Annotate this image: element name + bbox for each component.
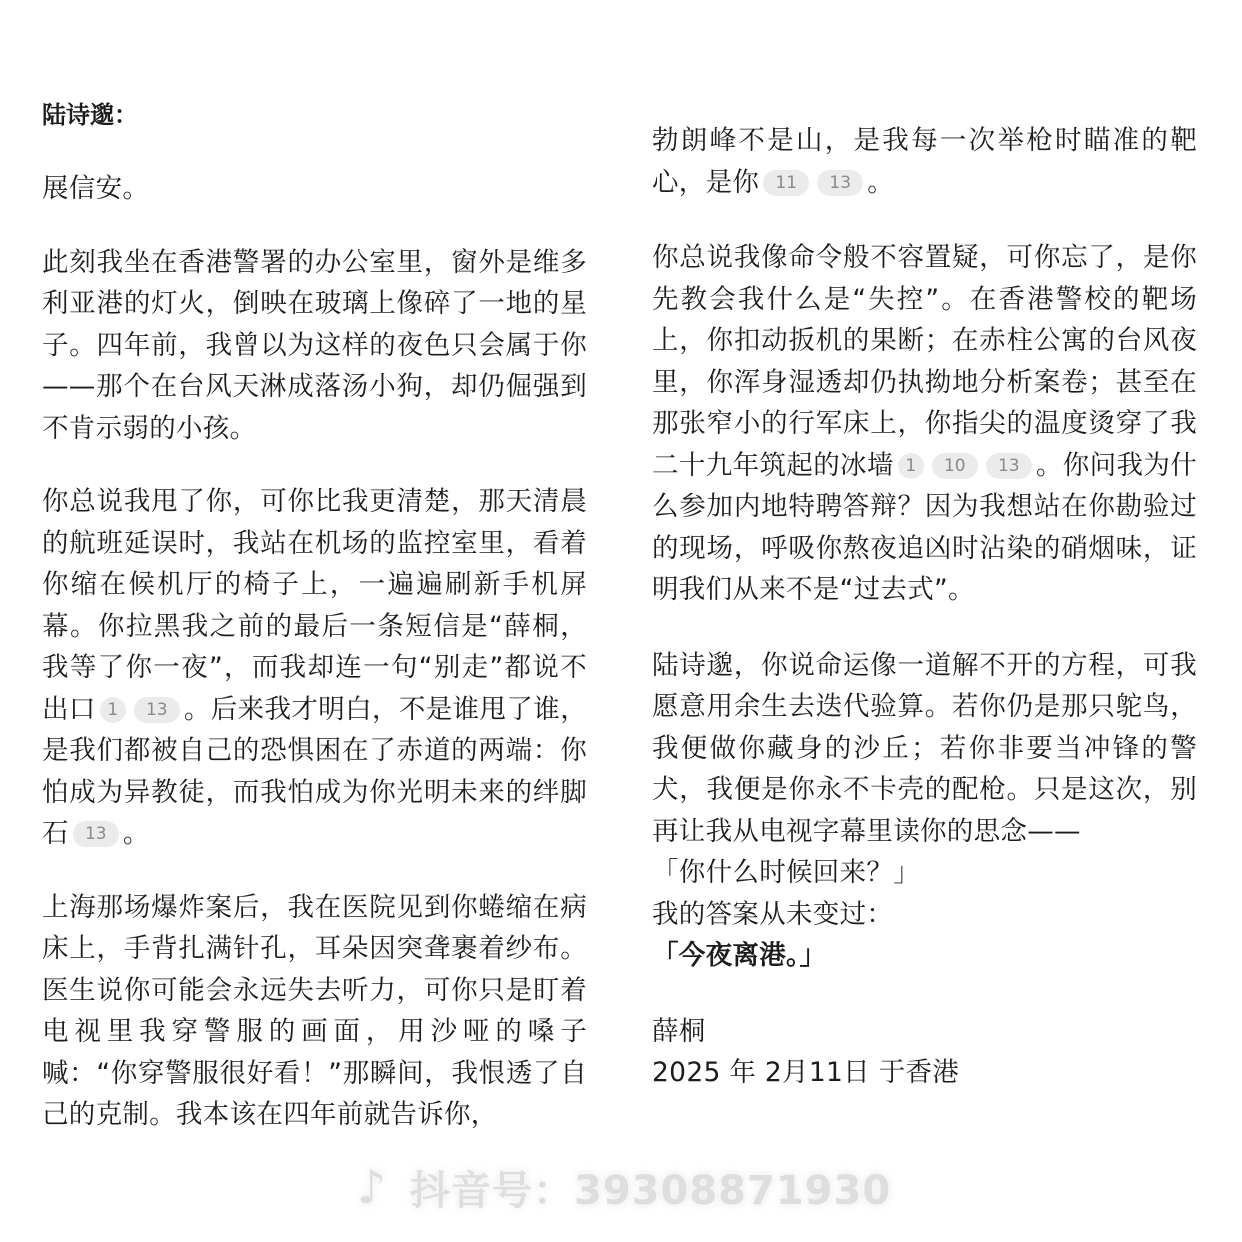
letter-left-column bbox=[42, 94, 587, 1136]
citation-badge[interactable]: 13 bbox=[817, 170, 863, 196]
letter-quote: 「你什么时候回来？」 bbox=[652, 857, 920, 888]
citation-badge[interactable]: 13 bbox=[73, 821, 119, 847]
watermark bbox=[348, 1152, 908, 1222]
letter-paragraph: 勃朗峰不是山，是我每一次举枪时瞄准的靶心，是你 11 13 。 bbox=[652, 125, 1197, 198]
citation-badge[interactable]: 13 bbox=[986, 453, 1032, 479]
letter-signature: 薛桐 bbox=[652, 1015, 706, 1047]
watermark-text: 抖音号：39308871930 bbox=[410, 1167, 892, 1214]
letter-date: 2025 年 2月11日 于香港 bbox=[652, 1057, 960, 1088]
letter-right-column bbox=[652, 120, 1197, 1094]
citation-badge[interactable]: 13 bbox=[134, 697, 180, 723]
letter-recipient: 陆诗邈： bbox=[42, 101, 138, 129]
letter-opening: 展信安。 bbox=[42, 173, 150, 204]
douyin-logo-icon: ♪ bbox=[356, 1160, 388, 1214]
letter-paragraph: 上海那场爆炸案后，我在医院见到你蜷缩在病床上，手背扎满针孔，耳朵因突聋裹着纱布。医生说你可能会永远失去听力，可你只是盯着电视里我穿警服的画面，用沙哑的嗓子喊：“你穿警服很好看！”那瞬间，我恨透了自己的克制。我本该在四年前就告诉你， bbox=[42, 891, 587, 1130]
letter-paragraph: 此刻我坐在香港警署的办公室里，窗外是维多利亚港的灯火，倒映在玻璃上像碎了一地的星子。四年前，我曾以为这样的夜色只会属于你——那个在台风天淋成落汤小狗，却仍倔强到不肯示弱的小孩。 bbox=[42, 246, 587, 444]
citation-badge[interactable]: 11 bbox=[763, 170, 809, 196]
letter-paragraph: 陆诗邈，你说命运像一道解不开的方程，可我愿意用余生去迭代验算。若你仍是那只鸵鸟，我便做你藏身的沙丘；若你非要当冲锋的警犬，我便是你永不卡壳的配枪。只是这次，别再让我从电视字幕里读你的思念—— bbox=[652, 649, 1197, 847]
letter-paragraph: 你总说我像命令般不容置疑，可你忘了，是你先教会我什么是“失控”。在香港警校的靶场上，你扣动扳机的果断；在赤柱公寓的台风夜里，你浑身湿透却仍执拗地分析案卷；甚至在那张窄小的行军床上，你指尖的温度烫穿了我二十九年筑起的冰墙 1 10 13 。你问我为什么参加内地特聘答辩？因为我想站在你勘验过的现场，呼吸你熬夜追凶时沾染的硝烟味，证明我们从来不是“过去式”。 bbox=[652, 242, 1197, 605]
citation-badge[interactable]: 1 bbox=[898, 453, 924, 479]
letter-answer: 「今夜离港。」 bbox=[652, 940, 827, 971]
citation-badge[interactable]: 1 bbox=[100, 697, 126, 723]
citation-badge[interactable]: 10 bbox=[932, 453, 978, 479]
letter-answer-intro: 我的答案从未变过： bbox=[652, 898, 894, 930]
letter-paragraph: 你总说我甩了你，可你比我更清楚，那天清晨的航班延误时，我站在机场的监控室里，看着你缩在候机厅的椅子上，一遍遍刷新手机屏幕。你拉黑我之前的最后一条短信是“薛桐，我等了你一夜”，而我却连一句“别走”都说不出口 1 13 。后来我才明白，不是谁甩了谁，是我们都被自己的恐惧困在了赤道的两端：你怕成为异教徒，而我怕成为你光明未来的绊脚石 13 。 bbox=[42, 486, 587, 849]
